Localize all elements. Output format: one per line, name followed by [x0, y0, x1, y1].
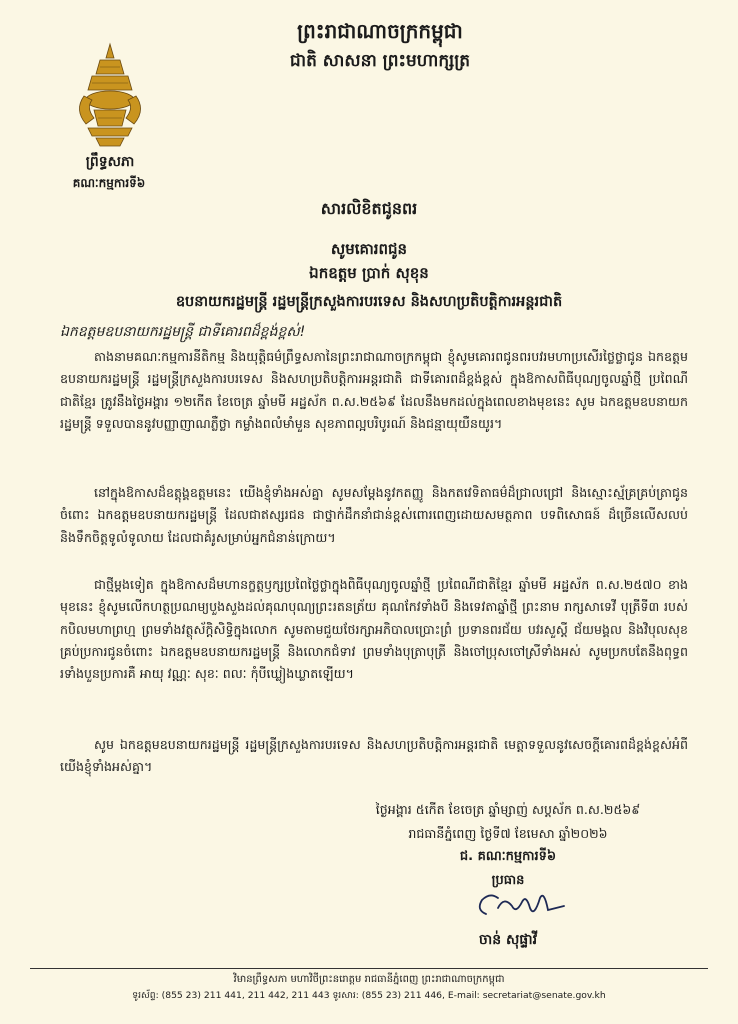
institution-commission: គណៈកម្មការទី៦	[72, 176, 146, 190]
footer-address: វិមានព្រឹទ្ធសភា មហាវិថីព្រះនរោត្តម រាជធានីភ្នំពេញ ព្រះរាជាណាចក្រកម្ពុជា	[233, 974, 505, 985]
recipient-position: ឧបនាយករដ្ឋមន្ត្រី រដ្ឋមន្ត្រីក្រសួងការបរទេស និងសហប្រតិបត្តិការអន្តរជាតិ	[175, 294, 563, 310]
body-paragraph-1: តាងនាមគណៈកម្មការនីតិកម្ម និងយុត្តិធម៌ព្រឹទ្ធសភានៃព្រះរាជាណាចក្រកម្ពុជា ខ្ញុំសូមគោរពជូនពរបវរមហាប្រសើរថ្លៃថ្លាជូន ឯកឧត្តមឧបនាយករដ្ឋមន្ត្រី រដ្ឋមន្ត្រីក្រសួងការបរទេស និងសហប្រតិបត្តិការអន្តរជាតិ ជាទីគោរពដ៏ខ្ពង់ខ្ពស់ ក្នុងឱកាសពិធីបុណ្យចូលឆ្នាំថ្មី ប្រពៃណីជាតិខ្មែរ ត្រូវនឹងថ្ងៃអង្គារ ១២កើត ខែចេត្រ ឆ្នាំមមី អដ្ឋស័ក ព.ស.២៥៦៩ ដែលនឹងមកដល់ក្នុងពេលខាងមុខនេះ សូម ឯកឧត្តមឧបនាយករដ្ឋមន្ត្រី ទទួលបាននូវបញ្ញាញាណភ្លឺថ្លា កម្លាំងពលំមាំមួន សុខភាពល្អបរិបូរណ៍ និងជន្មាយុយឺនយូរ។	[60, 349, 688, 431]
body-paragraph-4: សូម ឯកឧត្តមឧបនាយករដ្ឋមន្ត្រី រដ្ឋមន្ត្រីក្រសួងការបរទេស និងសហប្រតិបត្តិការអន្តរជាតិ មេត្តាទទួលនូវសេចក្តីគោរពដ៏ខ្ពង់ខ្ពស់អំពីយើងខ្ញុំទាំងអស់គ្នា។	[60, 737, 688, 775]
salutation: ឯកឧត្តមឧបនាយករដ្ឋមន្ត្រី ជាទីគោរពដ៏ខ្ពង់ខ្ពស់!	[60, 324, 306, 340]
kingdom-heading: ព្រះរាជាណាចក្រកម្ពុជា	[297, 19, 463, 43]
lunar-date: ថ្ងៃអង្គារ ៥កើត ខែចេត្រ ឆ្នាំម្សាញ់ សប្តស័ក ព.ស.២៥៦៩	[375, 802, 641, 817]
institution-name: ព្រឹទ្ធសភា	[85, 154, 135, 170]
senate-emblem-icon	[70, 40, 150, 150]
footer-contact: ទូរស័ព្ទ: (855 23) 211 441, 211 442, 211 443 ទូរសារ: (855 23) 211 446, E-mail: secretariat@senate.gov.kh	[132, 990, 606, 1001]
body-paragraph-3: ជាថ្មីម្តងទៀត ក្នុងឱកាសដ៏មហានក្ខត្តឫក្សប្រពៃថ្លៃថ្លាក្នុងពិធីបុណ្យចូលឆ្នាំថ្មី ប្រពៃណីជាតិខ្មែរ ឆ្នាំមមី អដ្ឋស័ក ព.ស.២៥៧០ ខាងមុខនេះ ខ្ញុំសូមលើកហត្ថប្រណម្យបួងសួងដល់គុណបុណ្យព្រះរតនត្រ័យ គុណកែវទាំងបី និងទេវតាឆ្នាំថ្មី ព្រះនាម រាក្សសាទេវី បុត្រីទី៣ របស់កបិលមហាព្រហ្ម ព្រមទាំងវត្ថុស័ក្តិសិទ្ធិក្នុងលោក សូមតាមជួយថែរក្សាអភិបាលប្រោះព្រំ ប្រទានពរជ័យ បវរសួស្តី ជ័យមង្គល និងវិបុលសុខគ្រប់ប្រការជូនចំពោះ ឯកឧត្តមឧបនាយករដ្ឋមន្ត្រី និងលោកជំទាវ ព្រមទាំងបុត្រាបុត្រី និងចៅប្រុសចៅស្រីទាំងអស់ សូមប្រកបតែនឹងពុទ្ធពរទាំងបួនប្រការគឺ អាយុ វណ្ណៈ សុខៈ ពលៈ កុំបីឃ្លៀងឃ្លាតឡើយ។	[60, 577, 688, 682]
recipient-respect: សូមគោរពជូន	[330, 240, 408, 258]
national-motto: ជាតិ សាសនា ព្រះមហាក្សត្រ	[289, 51, 471, 71]
document-title: សារលិខិតជូនពរ	[320, 199, 418, 218]
signatory-name: ចាន់ សុផ្ទាវី	[478, 932, 538, 948]
handwritten-signature-icon	[468, 888, 578, 928]
signatory-title: ប្រធាន	[491, 873, 525, 888]
body-paragraph-2: នៅក្នុងឱកាសដ៏ឧត្តុង្គឧត្តមនេះ យើងខ្ញុំទាំងអស់គ្នា សូមសម្តែងនូវកតញ្ញូ និងកតវេទិតាធម៌ដ៏ជ្រាលជ្រៅ និងស្មោះស្ម័គ្រគ្រប់ត្រាជូនចំពោះ ឯកឧត្តមឧបនាយករដ្ឋមន្ត្រី ដែលជាឥស្សរជន ជាថ្នាក់ដឹកនាំជាន់ខ្ពស់ពោរពេញដោយសមត្ថភាព បទពិសោធន៍ ដ៏ច្រើនលើសលប់ និងទឹកចិត្តទូលំទូលាយ ដែលជាគំរូសម្រាប់អ្នកជំនាន់ក្រោយ។	[60, 485, 688, 545]
recipient-name: ឯកឧត្តម ប្រាក់ សុខុន	[309, 264, 429, 282]
signatory-commission: ជ. គណៈកម្មការទី៦	[459, 849, 557, 864]
footer-divider	[30, 968, 708, 969]
solar-date: រាជធានីភ្នំពេញ ថ្ងៃទី៧ ខែមេសា ឆ្នាំ២០២៦	[408, 826, 608, 841]
